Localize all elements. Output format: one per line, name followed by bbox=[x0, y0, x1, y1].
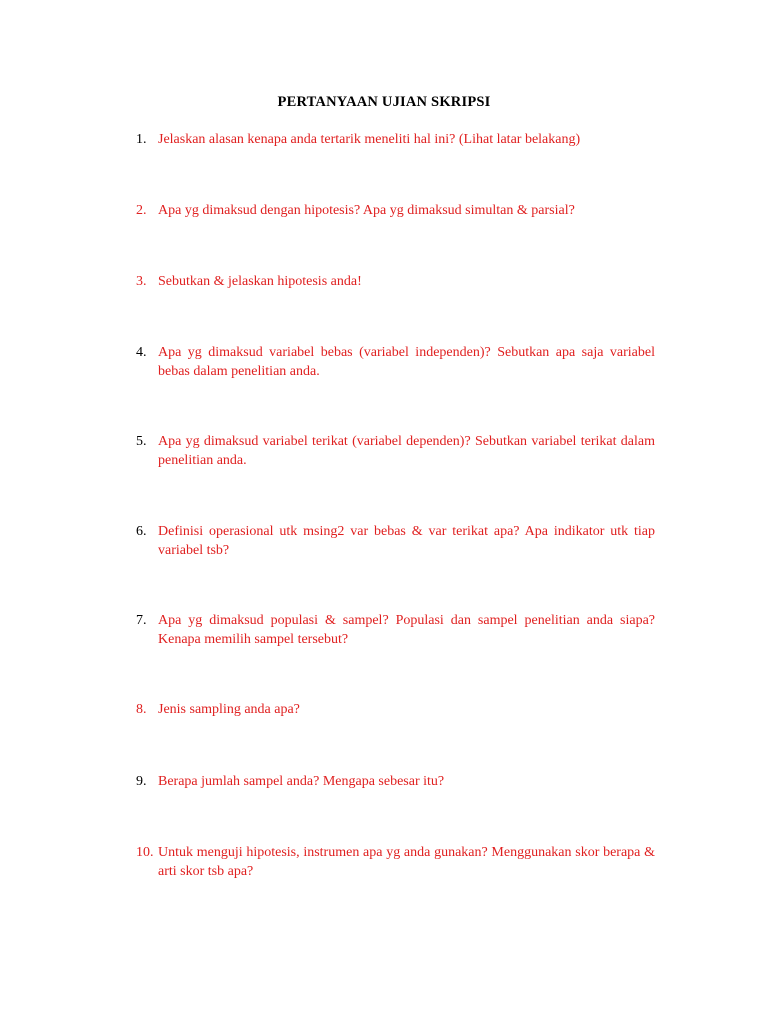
question-text: Jelaskan alasan kenapa anda tertarik meneliti hal ini? (Lihat latar belakang) bbox=[158, 132, 581, 147]
question-text: Definisi operasional utk msing2 var bebas & var terikat apa? Apa indikator utk tiap variabel tsb? bbox=[158, 524, 655, 558]
question-number: 2. bbox=[136, 203, 147, 218]
question-number: 1. bbox=[136, 132, 147, 147]
question-text: Apa yg dimaksud populasi & sampel? Populasi dan sampel penelitian anda siapa? Kenapa memilih sampel tersebut? bbox=[158, 613, 655, 647]
question-text: Apa yg dimaksud dengan hipotesis? Apa yg dimaksud simultan & parsial? bbox=[158, 203, 575, 218]
question-number: 7. bbox=[136, 613, 147, 628]
question-text: Berapa jumlah sampel anda? Mengapa sebesar itu? bbox=[158, 774, 445, 789]
question-number: 10. bbox=[136, 845, 154, 860]
question-number: 4. bbox=[136, 345, 147, 360]
question-text: Apa yg dimaksud variabel bebas (variabel independen)? Sebutkan apa saja variabel bebas dalam penelitian anda. bbox=[158, 345, 655, 379]
question-number: 5. bbox=[136, 434, 147, 449]
question-number: 3. bbox=[136, 274, 147, 289]
question-text: Untuk menguji hipotesis, instrumen apa yg anda gunakan? Menggunakan skor berapa & arti skor tsb apa? bbox=[158, 845, 655, 879]
question-text: Apa yg dimaksud variabel terikat (variabel dependen)? Sebutkan variabel terikat dalam penelitian anda. bbox=[158, 434, 655, 468]
question-text: Sebutkan & jelaskan hipotesis anda! bbox=[158, 274, 362, 289]
question-number: 8. bbox=[136, 702, 147, 717]
question-number: 6. bbox=[136, 524, 147, 539]
question-text: Jenis sampling anda apa? bbox=[158, 702, 300, 717]
question-number: 9. bbox=[136, 774, 147, 789]
document-title: PERTANYAAN UJIAN SKRIPSI bbox=[277, 94, 491, 110]
